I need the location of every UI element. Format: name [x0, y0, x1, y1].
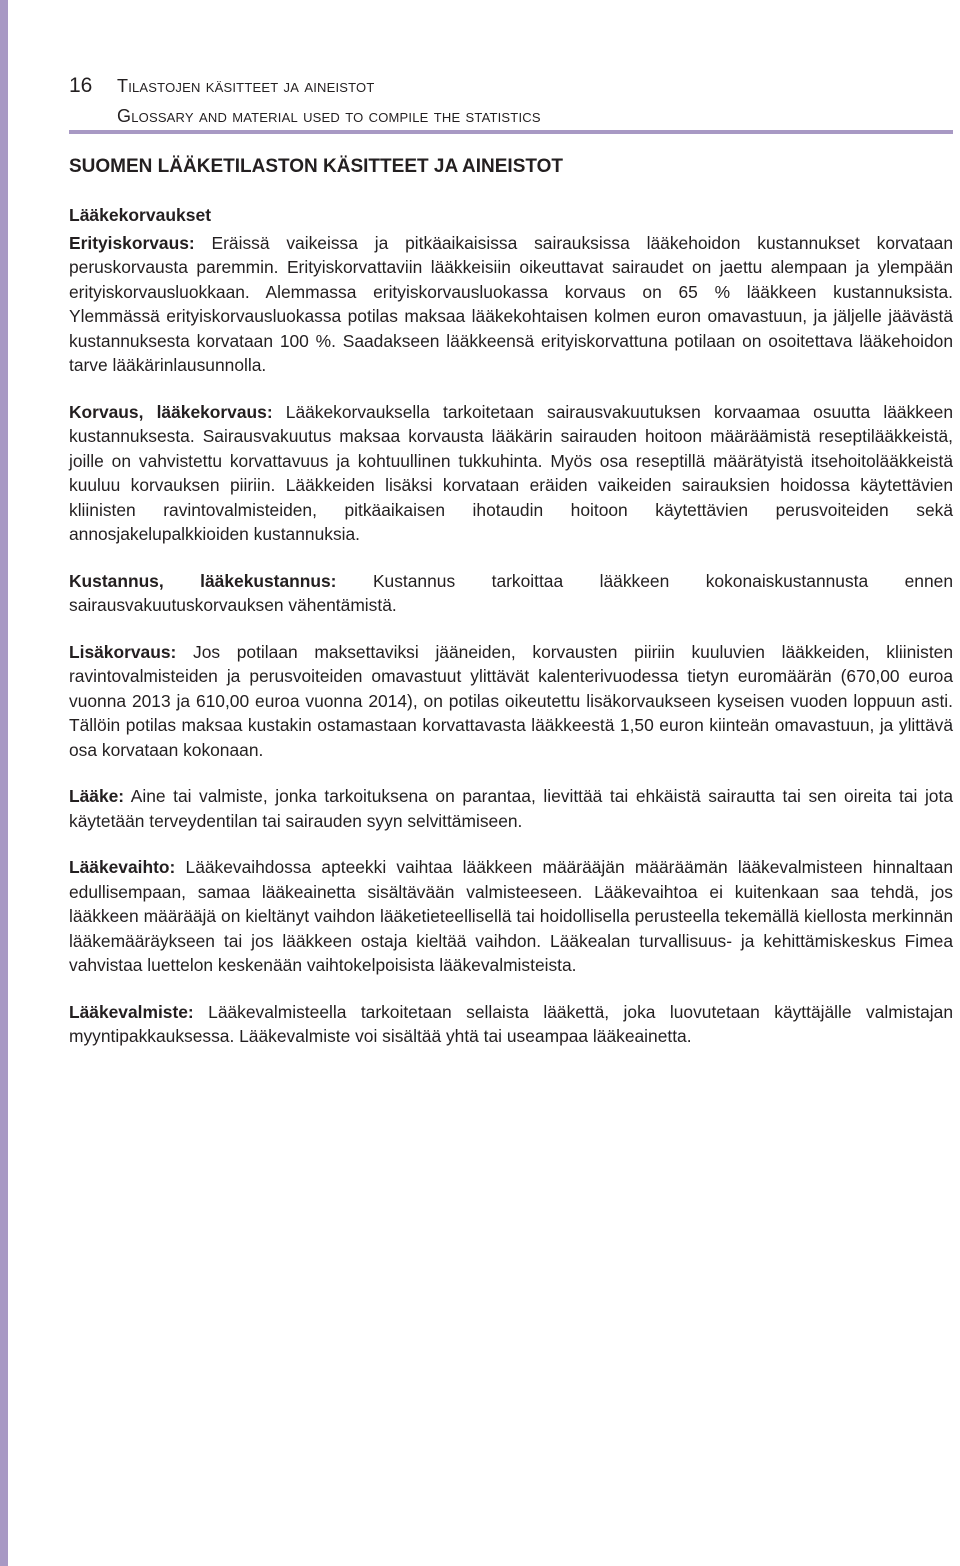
- glossary-definition: Lääkevaihdossa apteekki vaihtaa lääkkeen määrääjän määräämän lääkevalmisteen hinnaltaan edullisempaan, samaa lääkeainetta sisältävään valmisteeseen. Lääkevaihtoa ei kuitenkaan saa tehdä, jos lääkkeen määrääjä on kieltänyt vaihdon lääketieteellisellä tai hoidollisella perusteella tekemällä kiellosta merkinnän lääkemääräykseen tai jos lääkkeen ostaja kieltää vaihdon. Lääkealan turvallisuus- ja kehittämiskeskus Fimea vahvistaa luettelon keskenään vaihtokelpoisista lääkevalmisteista.: [69, 857, 953, 975]
- glossary-entry-laakevaihto: [69, 855, 953, 978]
- glossary-term: Korvaus, lääkekorvaus:: [69, 401, 273, 422]
- glossary-entry-kustannus: [69, 569, 953, 618]
- page-header: [69, 74, 953, 128]
- main-title: SUOMEN LÄÄKETILASTON KÄSITTEET JA AINEISTOT: [69, 156, 564, 177]
- glossary-term: Kustannus, lääkekustannus:: [69, 570, 337, 591]
- glossary-term: Lääkevaihto:: [69, 857, 176, 877]
- glossary-entry-korvaus: [69, 400, 953, 547]
- glossary-term: Lääke:: [69, 786, 125, 806]
- glossary-entry-laakevalmiste: [69, 1000, 953, 1049]
- glossary-definition: Jos potilaan maksettaviksi jääneiden, korvausten piiriin kuuluvien lääkkeiden, kliinisten ravintovalmisteiden ja perusvoiteiden omavastuut ylittävät kalenterivuodessa tietyn euromäärän (670,00 euroa vuonna 2013 ja 610,00 euroa vuonna 2014), on potilas oikeutettu lisäkorvaukseen kyseisen vuoden loppuun asti. Tällöin potilas maksaa kustakin ostamastaan korvattavasta lääkkeestä 1,50 euron kiinteän omavastuun, ja ylittävä osa korvataan kokonaan.: [69, 641, 953, 760]
- header-title-english: Glossary and material used to compile the statistics: [117, 106, 541, 126]
- document-body: [69, 153, 953, 1049]
- glossary-definition: Aine tai valmiste, jonka tarkoituksena on parantaa, lievittää tai ehkäistä sairautta tai sen oireita tai jota käytetään terveydentilan tai sairauden syyn selvittämiseen.: [69, 786, 953, 831]
- glossary-term: Lisäkorvaus:: [69, 641, 177, 662]
- section-title: Lääkekorvaukset: [69, 205, 212, 225]
- glossary-definition: Eräissä vaikeissa ja pitkäaikaisissa sairauksissa lääkehoidon kustannukset korvataan peruskorvausta paremmin. Erityiskorvattaviin lääkkeisiin oikeuttavat sairaudet on jaettu alempaan ja ylempään erityiskorvausluokkaan. Alemmassa erityiskorvausluokassa korvaus on 65 % lääkkeen kustannuksista. Ylemmässä erityiskorvausluokassa potilas maksaa lääkekohtaisen kolmen euron omavastuun, ja jäljelle jäävästä kustannuksesta korvataan 100 %. Saadakseen lääkkeensä erityiskorvattuna potilaan on osoitettava lääkehoidon tarve lääkärinlausunnolla.: [69, 232, 953, 375]
- side-accent-bar: [0, 0, 8, 1566]
- glossary-entry-lisakorvaus: [69, 640, 953, 763]
- header-title-finnish: Tilastojen käsitteet ja aineistot: [117, 76, 375, 96]
- glossary-entry-erityiskorvaus: [69, 231, 953, 378]
- glossary-term: Erityiskorvaus:: [69, 232, 195, 253]
- glossary-entry-laake: [69, 784, 953, 833]
- glossary-term: Lääkevalmiste:: [69, 1001, 194, 1022]
- glossary-definition: Lääkevalmisteella tarkoitetaan sellaista lääkettä, joka luovutetaan käyttäjälle valmistajan myyntipakkauksessa. Lääkevalmiste voi sisältää yhtä tai useampaa lääkeainetta.: [69, 1001, 953, 1046]
- glossary-definition: Kustannus tarkoittaa lääkkeen kokonaiskustannusta ennen sairausvakuutuskorvauksen vähentämistä.: [69, 570, 953, 615]
- header-divider: [69, 130, 953, 134]
- glossary-definition: Lääkekorvauksella tarkoitetaan sairausvakuutuksen korvaamaa osuutta lääkkeen kustannuksesta. Sairausvakuutus maksaa korvausta lääkärin sairauden hoitoon määräämistä reseptilääkkeistä, joille on vahvistettu korvattavuus ja kohtuullinen tukkuhinta. Myös osa reseptillä määrätyistä itsehoitolääkkeistä kuuluu korvauksen piiriin. Lääkkeiden lisäksi korvataan eräiden vaikeiden sairauksien hoidossa käytettävien kliinisten ravintovalmisteiden, pitkäaikaisen ihotaudin hoitoon käytettävien perusvoiteiden sekä annosjakelupalkkioiden kustannuksia.: [69, 401, 953, 544]
- page-number: 16: [69, 74, 93, 97]
